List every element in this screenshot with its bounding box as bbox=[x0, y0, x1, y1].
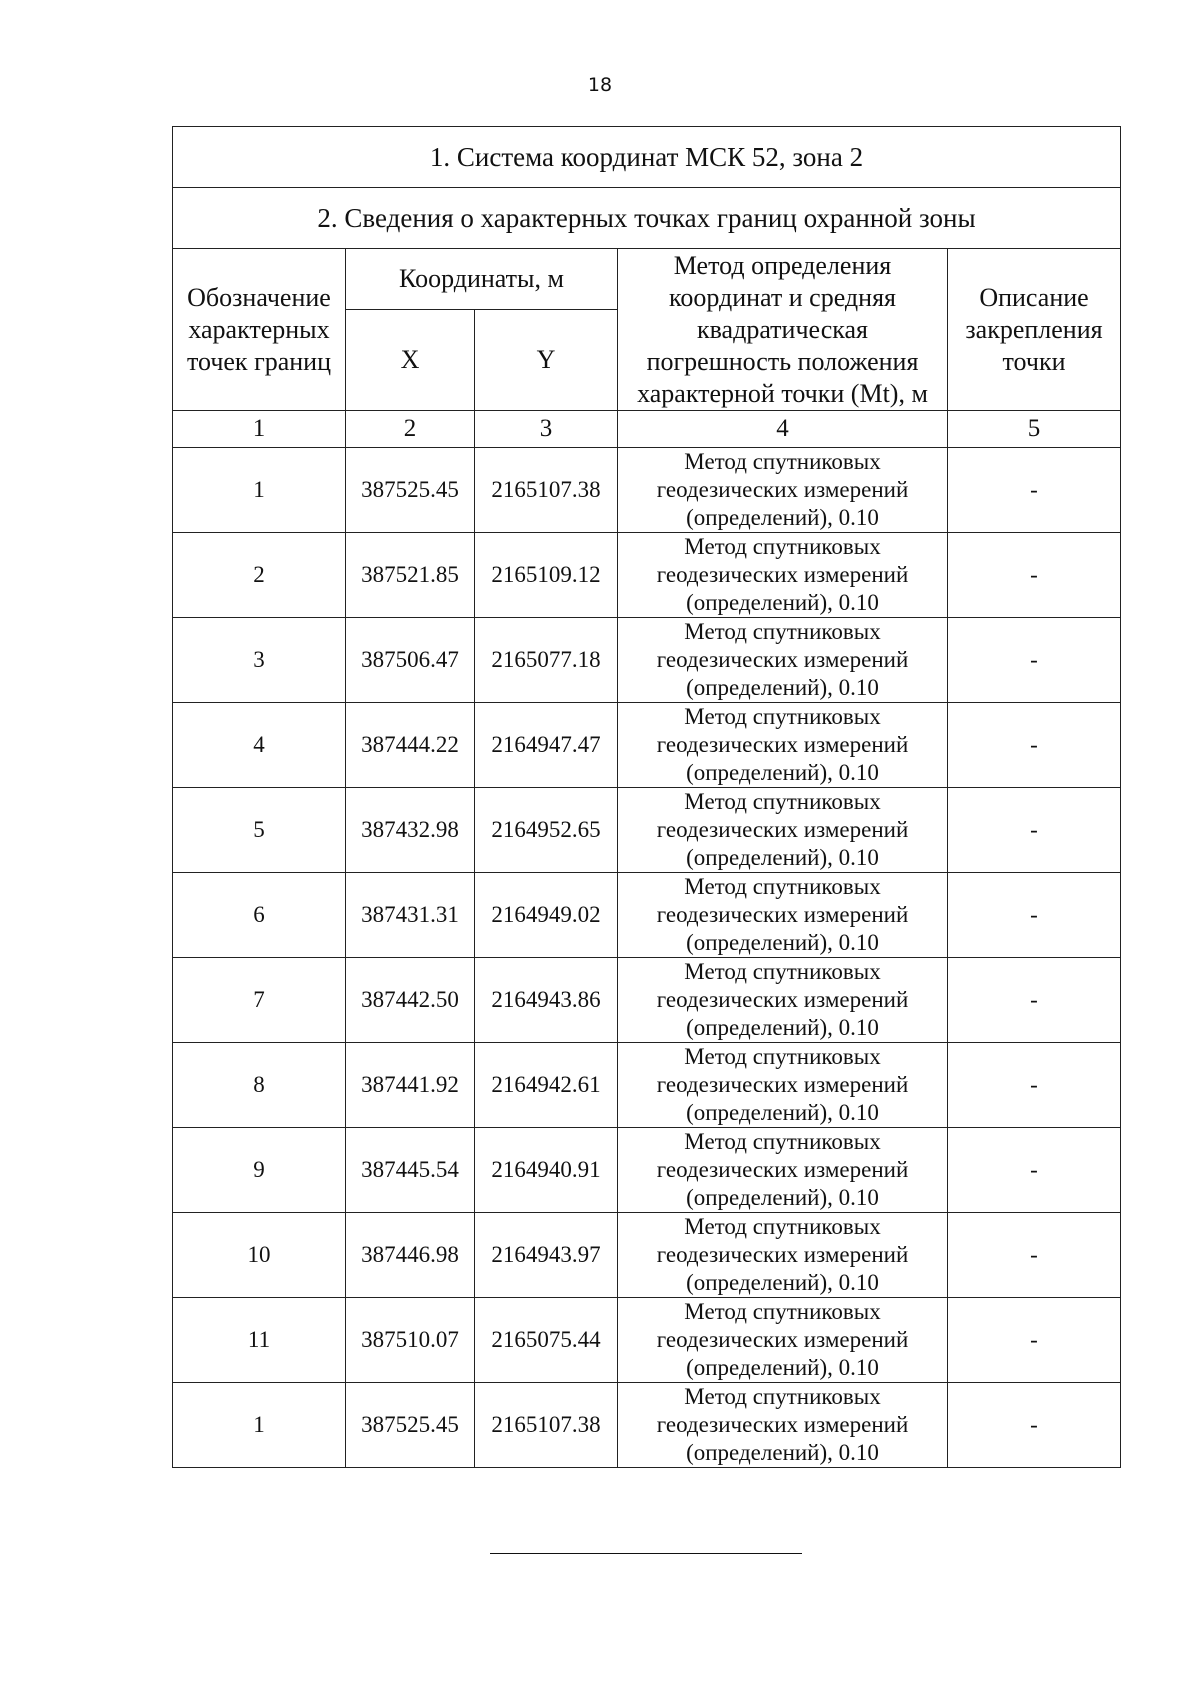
description-cell: - bbox=[948, 958, 1121, 1043]
description-cell: - bbox=[948, 703, 1121, 788]
description-cell: - bbox=[948, 1383, 1121, 1468]
x-cell: 387510.07 bbox=[346, 1298, 475, 1383]
x-cell: 387432.98 bbox=[346, 788, 475, 873]
point-cell: 2 bbox=[173, 533, 346, 618]
column-number-row bbox=[173, 411, 1121, 448]
coordinates-table bbox=[172, 126, 1121, 1468]
x-cell: 387446.98 bbox=[346, 1213, 475, 1298]
header-y: Y bbox=[475, 310, 618, 411]
description-cell: - bbox=[948, 448, 1121, 533]
table-row bbox=[173, 958, 1121, 1043]
method-cell: Метод спутниковых геодезических измерений (определений), 0.10 bbox=[618, 1383, 948, 1468]
column-number: 4 bbox=[618, 411, 948, 448]
x-cell: 387525.45 bbox=[346, 448, 475, 533]
y-cell: 2164947.47 bbox=[475, 703, 618, 788]
description-cell: - bbox=[948, 788, 1121, 873]
description-cell: - bbox=[948, 618, 1121, 703]
point-cell: 3 bbox=[173, 618, 346, 703]
x-cell: 387521.85 bbox=[346, 533, 475, 618]
point-cell: 1 bbox=[173, 1383, 346, 1468]
y-cell: 2164942.61 bbox=[475, 1043, 618, 1128]
column-number: 3 bbox=[475, 411, 618, 448]
table-row bbox=[173, 703, 1121, 788]
header-designation: Обозначение характерных точек границ bbox=[173, 249, 346, 411]
header-row-1 bbox=[173, 249, 1121, 310]
x-cell: 387445.54 bbox=[346, 1128, 475, 1213]
header-method: Метод определения координат и средняя квадратическая погрешность положения характерной точки (Mt), м bbox=[618, 249, 948, 411]
method-cell: Метод спутниковых геодезических измерений (определений), 0.10 bbox=[618, 618, 948, 703]
table-row bbox=[173, 1298, 1121, 1383]
y-cell: 2164943.86 bbox=[475, 958, 618, 1043]
x-cell: 387431.31 bbox=[346, 873, 475, 958]
y-cell: 2165077.18 bbox=[475, 618, 618, 703]
x-cell: 387506.47 bbox=[346, 618, 475, 703]
method-cell: Метод спутниковых геодезических измерений (определений), 0.10 bbox=[618, 1213, 948, 1298]
boundary-points-title: 2. Сведения о характерных точках границ охранной зоны bbox=[173, 188, 1121, 249]
method-cell: Метод спутниковых геодезических измерений (определений), 0.10 bbox=[618, 958, 948, 1043]
point-cell: 7 bbox=[173, 958, 346, 1043]
x-cell: 387442.50 bbox=[346, 958, 475, 1043]
method-cell: Метод спутниковых геодезических измерений (определений), 0.10 bbox=[618, 1298, 948, 1383]
y-cell: 2164943.97 bbox=[475, 1213, 618, 1298]
point-cell: 5 bbox=[173, 788, 346, 873]
table-row bbox=[173, 448, 1121, 533]
description-cell: - bbox=[948, 1213, 1121, 1298]
header-coordinates: Координаты, м bbox=[346, 249, 618, 310]
method-cell: Метод спутниковых геодезических измерений (определений), 0.10 bbox=[618, 533, 948, 618]
y-cell: 2165107.38 bbox=[475, 448, 618, 533]
x-cell: 387525.45 bbox=[346, 1383, 475, 1468]
description-cell: - bbox=[948, 533, 1121, 618]
page-number: 18 bbox=[587, 74, 613, 96]
point-cell: 9 bbox=[173, 1128, 346, 1213]
method-cell: Метод спутниковых геодезических измерений (определений), 0.10 bbox=[618, 1128, 948, 1213]
description-cell: - bbox=[948, 1043, 1121, 1128]
point-cell: 8 bbox=[173, 1043, 346, 1128]
method-cell: Метод спутниковых геодезических измерений (определений), 0.10 bbox=[618, 788, 948, 873]
table-row bbox=[173, 1043, 1121, 1128]
column-number: 2 bbox=[346, 411, 475, 448]
point-cell: 6 bbox=[173, 873, 346, 958]
table-row bbox=[173, 1383, 1121, 1468]
description-cell: - bbox=[948, 1298, 1121, 1383]
x-cell: 387441.92 bbox=[346, 1043, 475, 1128]
header-x: X bbox=[346, 310, 475, 411]
y-cell: 2165075.44 bbox=[475, 1298, 618, 1383]
method-cell: Метод спутниковых геодезических измерений (определений), 0.10 bbox=[618, 703, 948, 788]
point-cell: 4 bbox=[173, 703, 346, 788]
coordinate-system-title: 1. Система координат МСК 52, зона 2 bbox=[173, 127, 1121, 188]
column-number: 5 bbox=[948, 411, 1121, 448]
header-description: Описание закрепления точки bbox=[948, 249, 1121, 411]
point-cell: 11 bbox=[173, 1298, 346, 1383]
description-cell: - bbox=[948, 1128, 1121, 1213]
y-cell: 2164952.65 bbox=[475, 788, 618, 873]
column-number: 1 bbox=[173, 411, 346, 448]
table-row bbox=[173, 533, 1121, 618]
description-cell: - bbox=[948, 873, 1121, 958]
x-cell: 387444.22 bbox=[346, 703, 475, 788]
y-cell: 2164949.02 bbox=[475, 873, 618, 958]
table-row bbox=[173, 788, 1121, 873]
table-row bbox=[173, 1128, 1121, 1213]
table-row bbox=[173, 618, 1121, 703]
section-1-row bbox=[173, 127, 1121, 188]
method-cell: Метод спутниковых геодезических измерений (определений), 0.10 bbox=[618, 1043, 948, 1128]
section-2-row bbox=[173, 188, 1121, 249]
table-row bbox=[173, 873, 1121, 958]
method-cell: Метод спутниковых геодезических измерений (определений), 0.10 bbox=[618, 873, 948, 958]
y-cell: 2164940.91 bbox=[475, 1128, 618, 1213]
point-cell: 1 bbox=[173, 448, 346, 533]
footer-divider bbox=[490, 1553, 802, 1554]
point-cell: 10 bbox=[173, 1213, 346, 1298]
y-cell: 2165109.12 bbox=[475, 533, 618, 618]
method-cell: Метод спутниковых геодезических измерений (определений), 0.10 bbox=[618, 448, 948, 533]
y-cell: 2165107.38 bbox=[475, 1383, 618, 1468]
table-row bbox=[173, 1213, 1121, 1298]
